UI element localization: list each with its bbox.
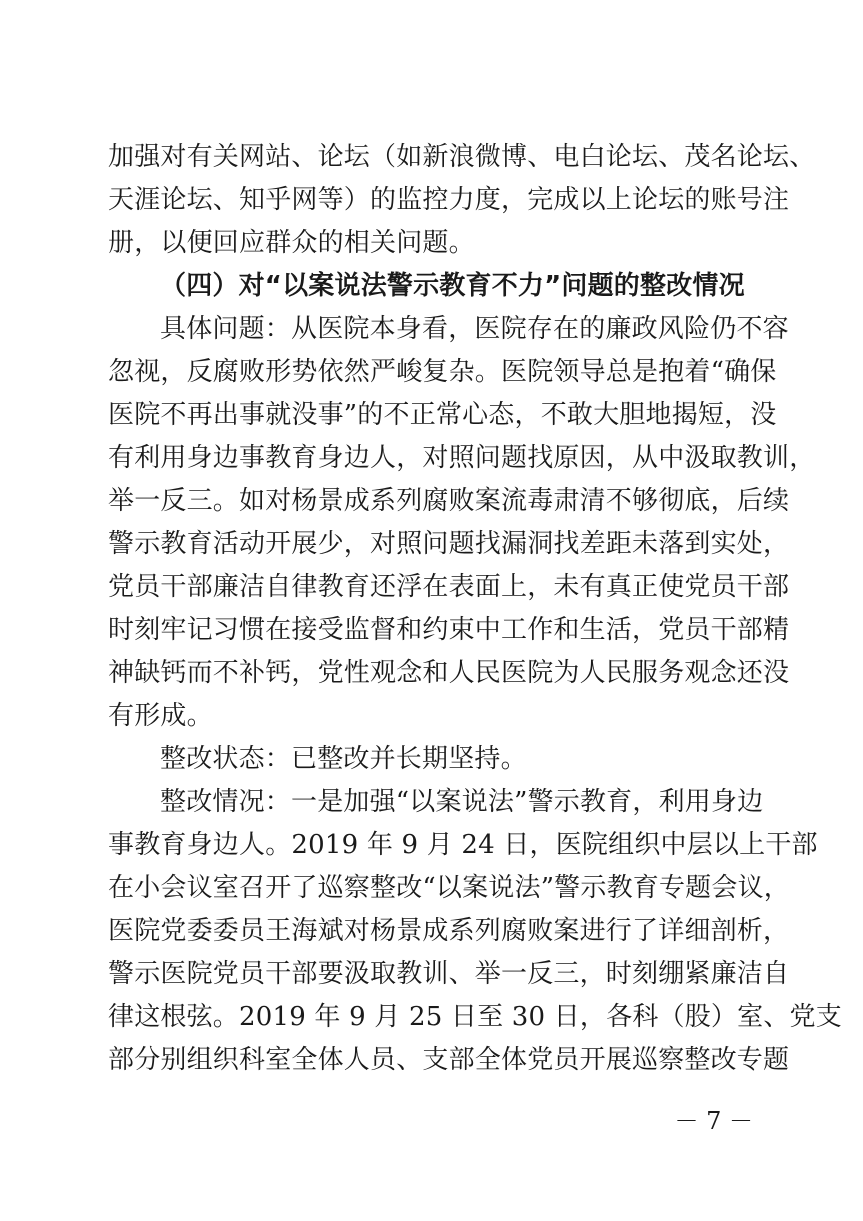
body-line-3: 册，以便回应群众的相关问题。 bbox=[108, 228, 475, 258]
body-line-22: 部分别组织科室全体人员、支部全体党员开展巡察整改专题 bbox=[108, 1045, 790, 1075]
body-line-11: 党员干部廉洁自律教育还浮在表面上，未有真正使党员干部 bbox=[108, 572, 790, 602]
body-line-21: 律这根弦。2019 年 9 月 25 日至 30 日，各科（股）室、党支 bbox=[108, 1002, 842, 1032]
status-line: 整改状态：已整改并长期坚持。 bbox=[160, 744, 527, 774]
body-line-18: 在小会议室召开了巡察整改“以案说法”警示教育专题会议， bbox=[108, 873, 790, 903]
section-heading: （四）对“以案说法警示教育不力”问题的整改情况 bbox=[160, 271, 745, 301]
page-number: － 7 － bbox=[674, 1107, 753, 1135]
body-line-17: 事教育身边人。2019 年 9 月 24 日，医院组织中层以上干部 bbox=[108, 830, 818, 860]
body-line-10: 警示教育活动开展少，对照问题找漏洞找差距未落到实处， bbox=[108, 529, 790, 559]
body-line-19: 医院党委委员王海斌对杨景成系列腐败案进行了详细剖析， bbox=[108, 916, 790, 946]
body-line-7: 医院不再出事就没事”的不正常心态，不敢大胆地揭短，没 bbox=[108, 400, 777, 430]
body-line-6: 忽视，反腐败形势依然严峻复杂。医院领导总是抱着“确保 bbox=[108, 357, 777, 387]
body-line-9: 举一反三。如对杨景成系列腐败案流毒肃清不够彻底，后续 bbox=[108, 486, 790, 516]
body-line-2: 天涯论坛、知乎网等）的监控力度，完成以上论坛的账号注 bbox=[108, 185, 790, 215]
body-line-14: 有形成。 bbox=[108, 701, 213, 731]
body-line-1: 加强对有关网站、论坛（如新浪微博、电白论坛、茂名论坛、 bbox=[108, 142, 816, 172]
body-line-13: 神缺钙而不补钙，党性观念和人民医院为人民服务观念还没 bbox=[108, 658, 790, 688]
body-line-12: 时刻牢记习惯在接受监督和约束中工作和生活，党员干部精 bbox=[108, 615, 790, 645]
body-line-16: 整改情况：一是加强“以案说法”警示教育，利用身边 bbox=[160, 787, 764, 817]
body-line-20: 警示医院党员干部要汲取教训、举一反三，时刻绷紧廉洁自 bbox=[108, 959, 790, 989]
body-line-5: 具体问题：从医院本身看，医院存在的廉政风险仍不容 bbox=[160, 314, 789, 344]
body-line-8: 有利用身边事教育身边人，对照问题找原因，从中汲取教训， bbox=[108, 443, 816, 473]
